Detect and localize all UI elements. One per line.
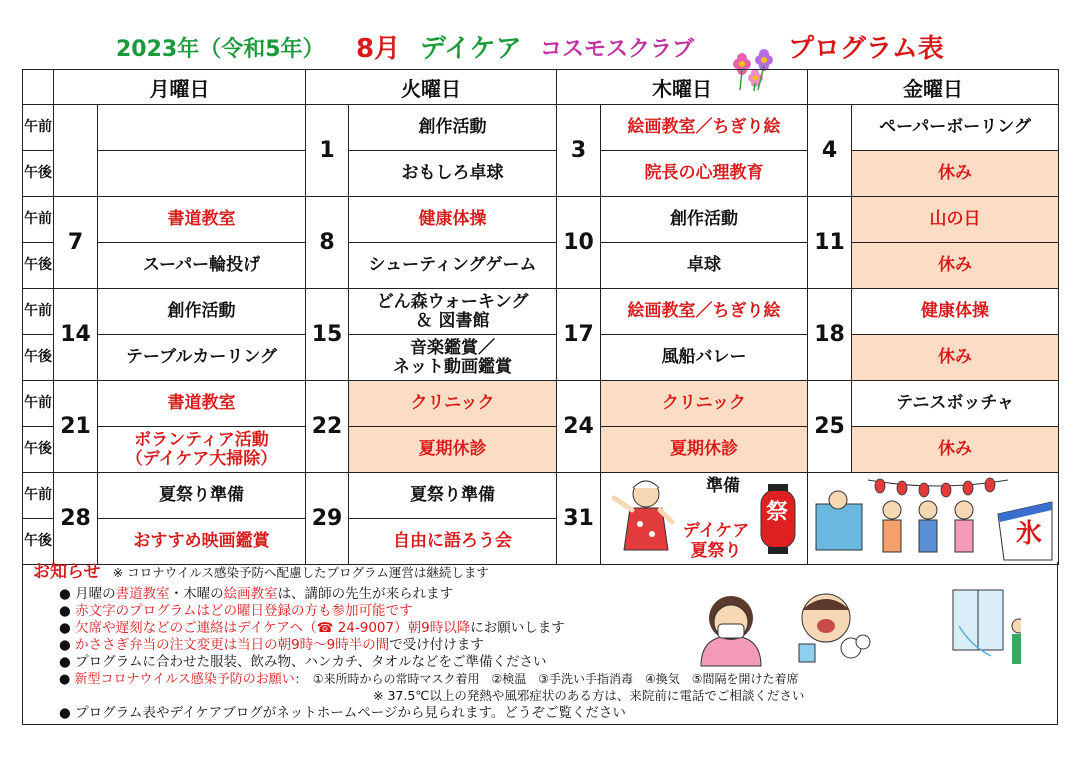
date-cell: 11 (808, 197, 852, 289)
date-cell: 7 (54, 197, 98, 289)
notice-text: にお願いします (470, 620, 565, 636)
title-year: 2023年（令和5年） (116, 37, 325, 62)
program-pm: デイケア 夏祭り (682, 521, 750, 561)
bullet: ● (59, 603, 71, 619)
day-header-thu: 木曜日 (557, 70, 808, 105)
date-cell (54, 105, 98, 197)
program-am: クリニック (349, 381, 557, 427)
bullet: ● (59, 654, 71, 670)
am-label: 午前 (23, 381, 54, 427)
bullet: ● (59, 620, 71, 636)
program-am: 創作活動 (601, 197, 808, 243)
program-pm: 卓球 (601, 243, 808, 289)
mask-person-icon (701, 596, 761, 666)
notice-text: は、講師の先生が来られます (277, 586, 454, 602)
page-title (0, 28, 1080, 68)
date-cell: 17 (557, 289, 601, 381)
bullet: ● (59, 637, 71, 653)
pm-label: 午後 (23, 335, 54, 381)
notice-text: ・木曜の (169, 586, 224, 602)
day-header-mon: 月曜日 (54, 70, 306, 105)
program-am: 創作活動 (98, 289, 306, 335)
notice-text: プログラム表やデイケアブログがネットホームページから見られます。どうぞご覧ください (75, 705, 626, 721)
program-pm: 休み (852, 427, 1059, 473)
infection-prevention-illustrations (691, 586, 1021, 672)
title-month: 8月 (356, 34, 401, 64)
bullet: ● (59, 586, 71, 602)
notice-text: 月曜の (75, 586, 116, 602)
program-am: 健康体操 (349, 197, 557, 243)
date-cell: 28 (54, 473, 98, 565)
notices-section (22, 562, 1058, 725)
notice-line (59, 706, 626, 720)
festival-cell (601, 473, 808, 565)
program-pm: 院長の心理教育 (601, 151, 808, 197)
notice-text: ： ①来所時からの常時マスク着用 ②検温 ③手洗い手指消毒 ④換気 ⑤間隔を開けた着席 (294, 672, 799, 686)
lantern-label: 祭 (765, 500, 788, 525)
notice-line (59, 638, 484, 652)
notice-header (33, 562, 489, 582)
notice-text: で受け付けます (389, 637, 484, 653)
date-cell: 10 (557, 197, 601, 289)
notice-line (59, 621, 565, 635)
program-am: テニスボッチャ (852, 381, 1059, 427)
program-pm: 休み (852, 335, 1059, 381)
program-am: 絵画教室／ちぎり絵 (601, 289, 808, 335)
program-pm: 夏期休診 (349, 427, 557, 473)
program-pm: おすすめ映画鑑賞 (98, 519, 306, 565)
pm-label: 午後 (23, 151, 54, 197)
notice-text-red: 絵画教室 (223, 586, 278, 602)
date-cell: 31 (557, 473, 601, 565)
date-cell: 24 (557, 381, 601, 473)
notice-line (59, 587, 453, 601)
program-am: 準備 (706, 476, 740, 496)
notice-note: ※ コロナウイルス感染予防へ配慮したプログラム運営は継続します (112, 565, 489, 580)
program-am: 夏祭り準備 (98, 473, 306, 519)
pm-label: 午後 (23, 519, 54, 565)
notice-line (59, 604, 412, 618)
date-cell: 3 (557, 105, 601, 197)
notice-text: ※ 37.5℃以上の発熱や風邪症状のある方は、来院前に電話でご相談ください (373, 688, 805, 703)
program-pm: 風船バレー (601, 335, 808, 381)
festival-illustration-cell (808, 473, 1059, 565)
date-cell: 25 (808, 381, 852, 473)
ice-flag-label: 氷 (1015, 519, 1042, 549)
program-pm: 夏期休診 (601, 427, 808, 473)
program-pm: テーブルカーリング (98, 335, 306, 381)
program-am: 書道教室 (98, 381, 306, 427)
bullet: ● (59, 705, 71, 721)
program-am: 書道教室 (98, 197, 306, 243)
date-cell: 22 (306, 381, 349, 473)
handwash-person-icon (799, 594, 870, 662)
am-label: 午前 (23, 473, 54, 519)
program-pm: おもしろ卓球 (349, 151, 557, 197)
day-header-tue: 火曜日 (306, 70, 557, 105)
day-header-fri: 金曜日 (808, 70, 1059, 105)
schedule-table (22, 69, 1059, 565)
program-pm: シューティングゲーム (349, 243, 557, 289)
am-label: 午前 (23, 105, 54, 151)
program-am: 絵画教室／ちぎり絵 (601, 105, 808, 151)
pm-label: 午後 (23, 427, 54, 473)
notice-line (59, 655, 547, 669)
program-pm: 音楽鑑賞／ ネット動画鑑賞 (349, 335, 557, 381)
date-cell: 21 (54, 381, 98, 473)
notice-text: プログラムに合わせた服装、飲み物、ハンカチ、タオルなどをご準備ください (75, 654, 547, 670)
date-cell: 18 (808, 289, 852, 381)
date-cell: 1 (306, 105, 349, 197)
am-label: 午前 (23, 289, 54, 335)
notice-text-red: 新型コロナウイルス感染予防のお願い (74, 672, 295, 687)
date-cell: 14 (54, 289, 98, 381)
program-pm: スーパー輪投げ (98, 243, 306, 289)
program-pm: 休み (852, 243, 1059, 289)
notice-text-red: 赤文字のプログラムはどの曜日登録の方も参加可能です (75, 603, 413, 619)
program-am: 夏祭り準備 (349, 473, 557, 519)
program-pm (98, 151, 306, 197)
notice-title: お知らせ (33, 562, 101, 582)
program-am: 創作活動 (349, 105, 557, 151)
date-cell: 15 (306, 289, 349, 381)
corner-cell (23, 70, 54, 105)
program-am: ペーパーボーリング (852, 105, 1059, 151)
am-label: 午前 (23, 197, 54, 243)
pm-label: 午後 (23, 243, 54, 289)
notice-text-red: かささぎ弁当の注文変更は当日の朝9時～9時半の間 (75, 637, 390, 653)
notice-text-red: 書道教室 (115, 586, 170, 602)
program-am: 山の日 (852, 197, 1059, 243)
notice-line (373, 689, 804, 703)
notice-line (59, 672, 799, 687)
title-daycare: デイケア (420, 34, 522, 64)
program-pm: ボランティア活動 （デイケア大掃除） (98, 427, 306, 473)
title-program: プログラム表 (788, 34, 944, 64)
program-am (98, 105, 306, 151)
date-cell: 4 (808, 105, 852, 197)
notice-text-red: 欠席や遅刻などのご連絡はデイケアへ（☎ 24-9007）朝9時以降 (75, 620, 471, 636)
ventilation-window-icon (953, 590, 1021, 664)
program-am: どん森ウォーキング ＆ 図書館 (349, 289, 557, 335)
title-club: コスモスクラブ (540, 37, 695, 62)
bullet: ● (59, 672, 71, 687)
date-cell: 29 (306, 473, 349, 565)
program-am: クリニック (601, 381, 808, 427)
date-cell: 8 (306, 197, 349, 289)
program-am: 健康体操 (852, 289, 1059, 335)
program-pm: 自由に語ろう会 (349, 519, 557, 565)
program-pm: 休み (852, 151, 1059, 197)
